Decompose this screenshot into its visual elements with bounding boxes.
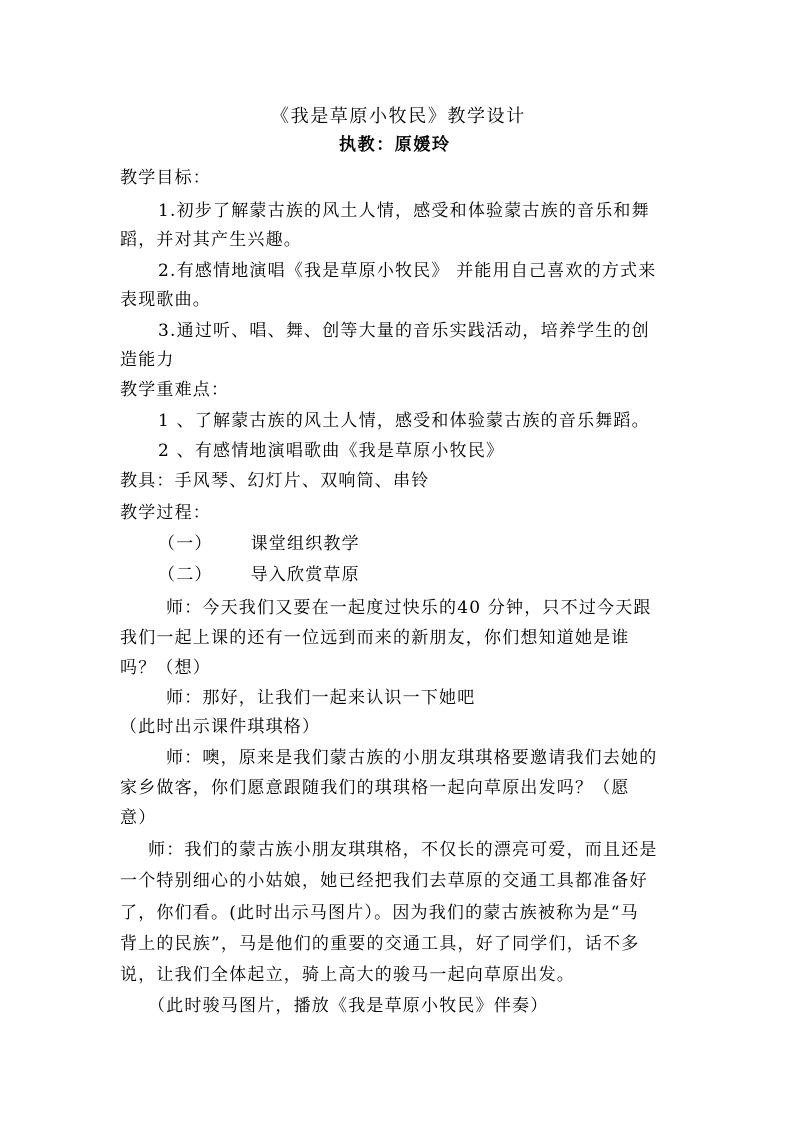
paragraph-3-line-3: 意） xyxy=(120,808,157,828)
paragraph-2-line-1: 师：那好，让我们一起来认识一下她吧 xyxy=(166,688,476,708)
paragraph-2-line-2: （此时出示课件琪琪格） xyxy=(120,717,321,737)
paragraph-4-line-3: 了，你们看。(此时出示马图片）。因为我们的蒙古族被称为是“马 xyxy=(120,903,639,923)
step-2 xyxy=(158,563,360,587)
paragraph-5-line-1: （此时骏马图片，播放《我是草原小牧民》伴奏） xyxy=(148,996,549,1016)
paragraph-1-line-1: 师：今天我们又要在一起度过快乐的40 分钟，只不过今天跟 xyxy=(166,598,652,618)
paragraph-3-line-2: 家乡做客，你们愿意跟随我们的琪琪格一起向草原出发吗？（愿 xyxy=(120,778,630,798)
paragraph-1-line-3: 吗？（想） xyxy=(120,658,211,678)
key-points-heading: 教学重难点： xyxy=(120,380,230,400)
document-title: 《我是草原小牧民》教学设计 xyxy=(271,106,526,127)
step-1 xyxy=(158,532,360,556)
step-2-number: （二） xyxy=(158,565,213,585)
step-1-text: 课堂组织教学 xyxy=(250,534,360,554)
paragraph-4-line-2: 一个特别细心的小姑娘，她已经把我们去草原的交通工具都准备好 xyxy=(120,871,648,891)
goal-3-line-1: 3.通过听、唱、舞、创等大量的音乐实践活动，培养学生的创 xyxy=(158,321,650,341)
step-2-text: 导入欣赏草原 xyxy=(250,565,360,585)
paragraph-3-line-1: 师：噢，原来是我们蒙古族的小朋友琪琪格要邀请我们去她的 xyxy=(166,748,658,768)
goal-2-line-1: 2.有感情地演唱《我是草原小牧民》 并能用自己喜欢的方式来 xyxy=(158,261,657,281)
teaching-tools: 教具：手风琴、幻灯片、双响筒、串铃 xyxy=(120,471,430,491)
document-author: 执教：原媛玲 xyxy=(339,135,451,155)
goal-1-line-2: 蹈，并对其产生兴趣。 xyxy=(120,230,302,250)
goal-1-line-1: 1.初步了解蒙古族的风土人情，感受和体验蒙古族的音乐和舞 xyxy=(158,201,650,221)
paragraph-1-line-2: 我们一起上课的还有一位远到而来的新朋友，你们想知道她是谁 xyxy=(120,628,630,648)
paragraph-4-line-1: 师：我们的蒙古族小朋友琪琪格，不仅长的漂亮可爱，而且还是 xyxy=(148,840,658,860)
process-heading: 教学过程： xyxy=(120,503,211,523)
goal-3-line-2: 造能力 xyxy=(120,350,175,370)
goals-heading: 教学目标： xyxy=(120,168,211,188)
step-1-number: （一） xyxy=(158,534,213,554)
key-point-2: 2 、有感情地演唱歌曲《我是草原小牧民》 xyxy=(158,441,505,461)
goal-2-line-2: 表现歌曲。 xyxy=(120,290,211,310)
key-point-1: 1 、了解蒙古族的风土人情，感受和体验蒙古族的音乐舞蹈。 xyxy=(158,411,650,431)
paragraph-4-line-4: 背上的民族”，马是他们的重要的交通工具，好了同学们，话不多 xyxy=(120,934,640,954)
paragraph-4-line-5: 说，让我们全体起立，骑上高大的骏马一起向草原出发。 xyxy=(120,965,575,985)
